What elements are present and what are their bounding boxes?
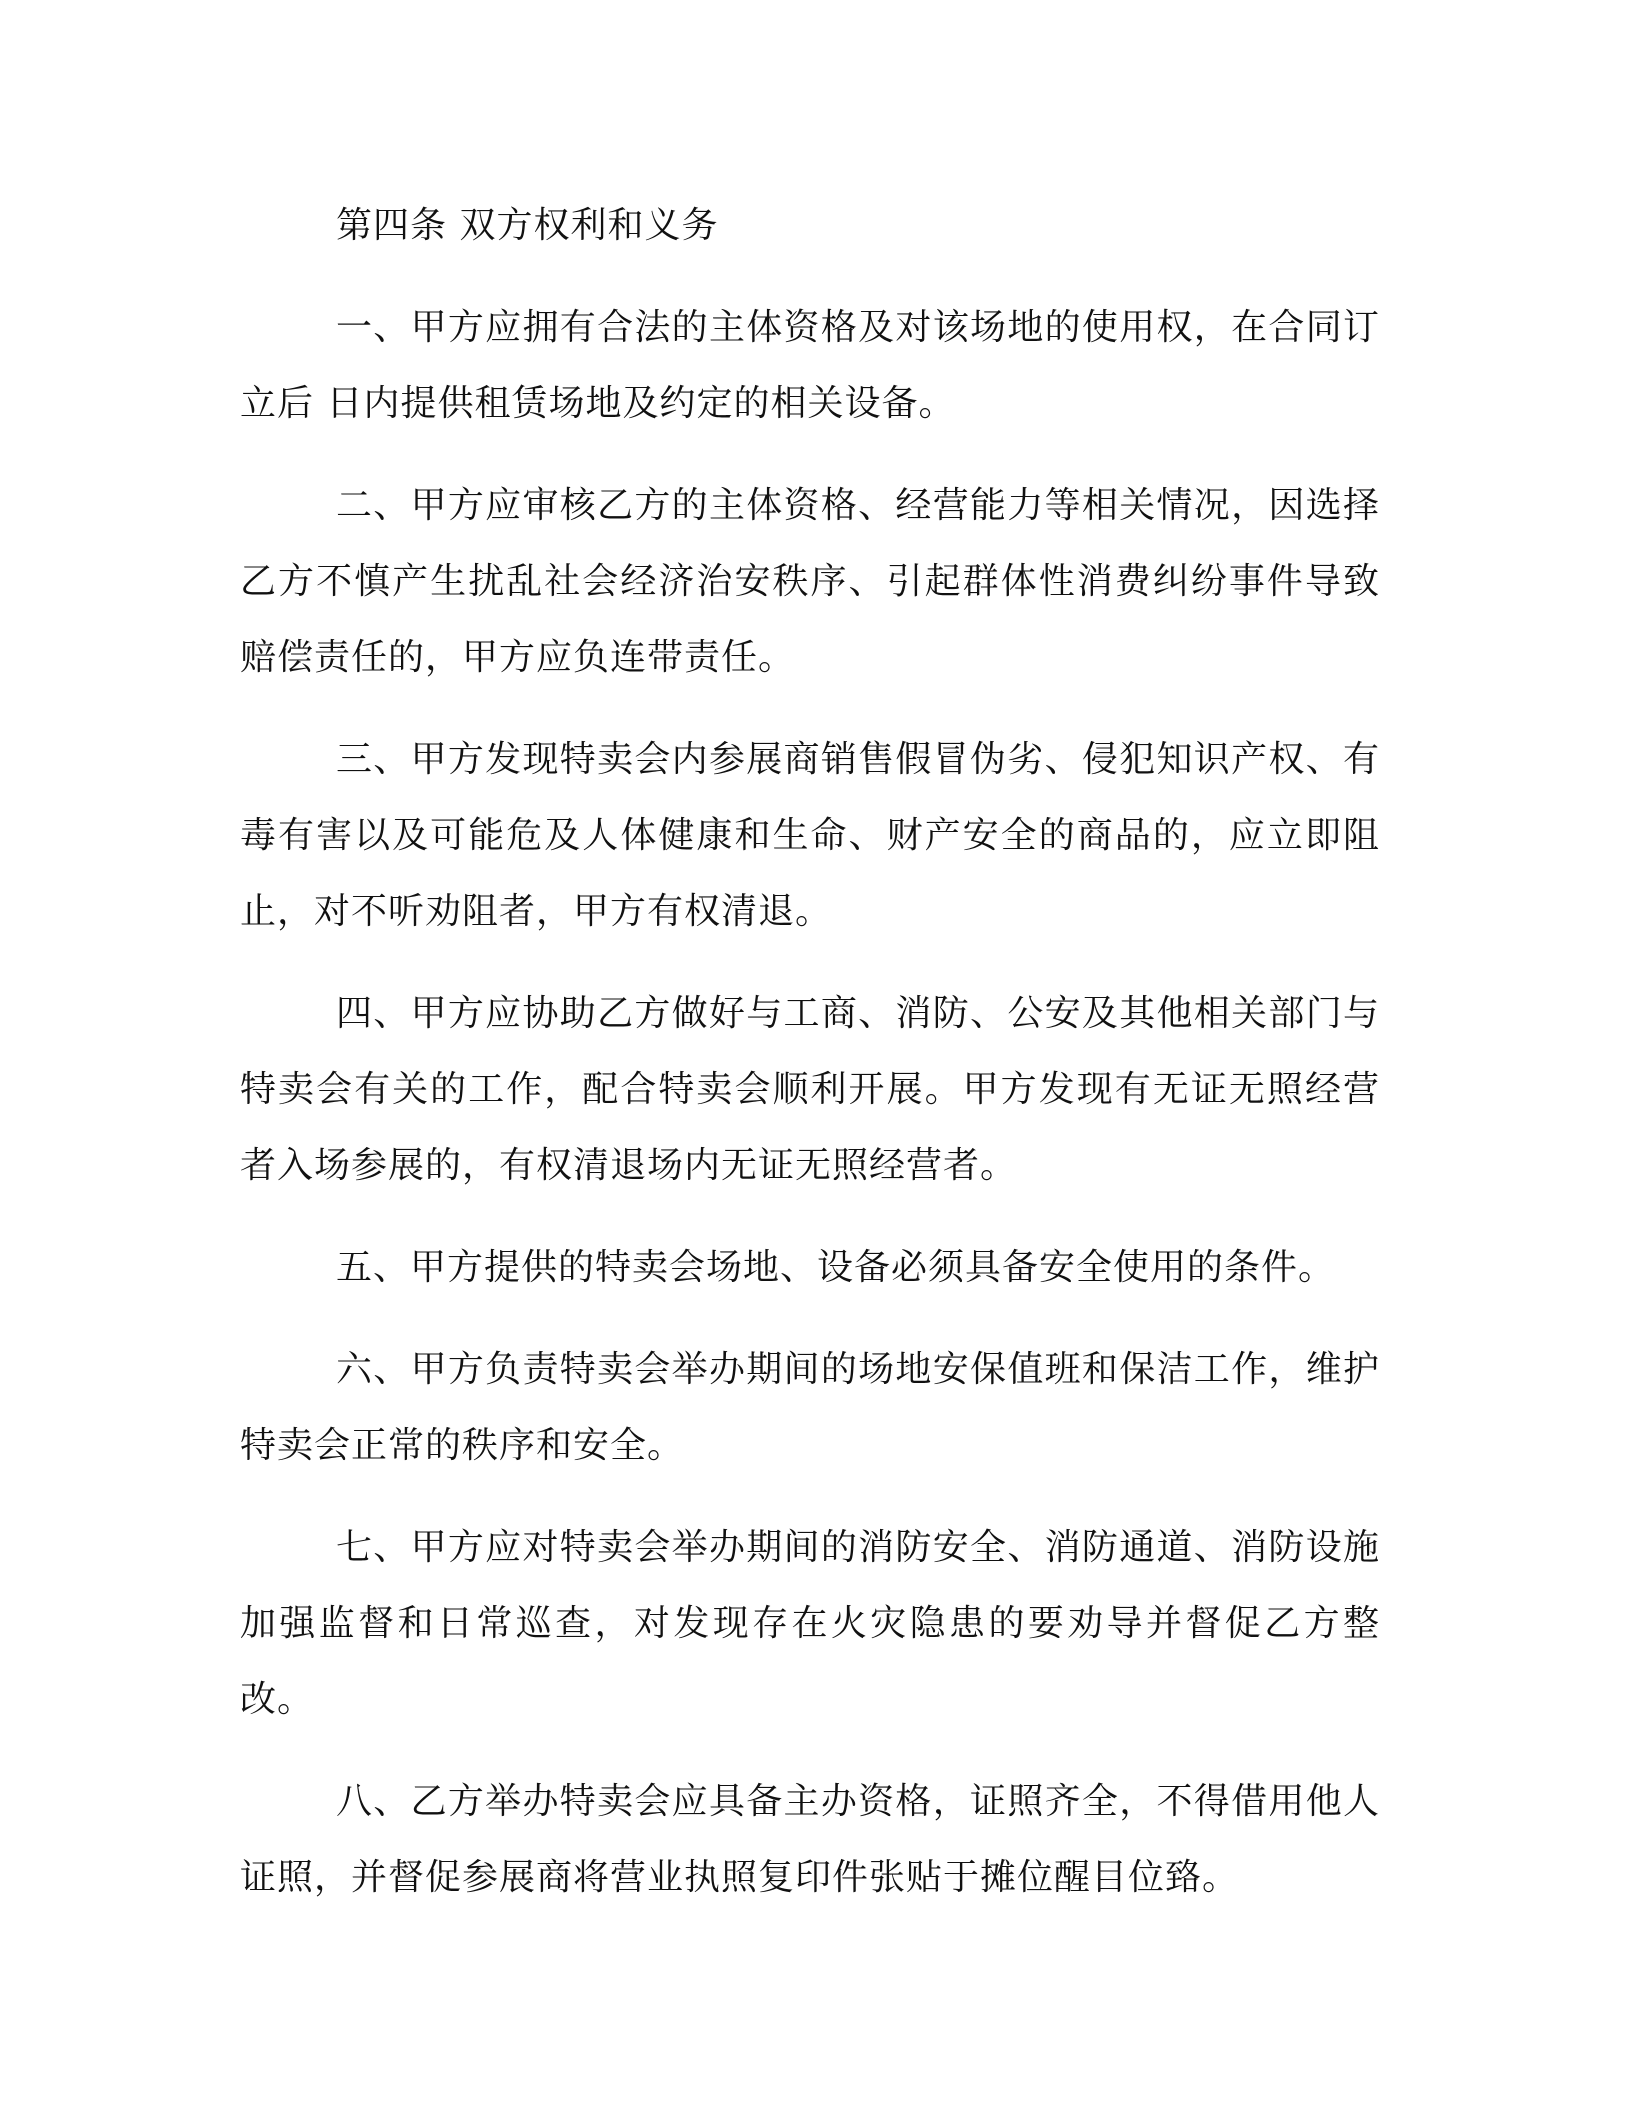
clause-1: 一、甲方应拥有合法的主体资格及对该场地的使用权，在合同订立后 日内提供租赁场地及约定的相关设备。 xyxy=(240,307,1380,424)
clause-6: 六、甲方负责特卖会举办期间的场地安保值班和保洁工作，维护特卖会正常的秩序和安全。 xyxy=(240,1349,1380,1466)
clause-4: 四、甲方应协助乙方做好与工商、消防、公安及其他相关部门与特卖会有关的工作，配合特卖会顺利开展。甲方发现有无证无照经营者入场参展的，有权清退场内无证无照经营者。 xyxy=(240,993,1380,1186)
clause-2: 二、甲方应审核乙方的主体资格、经营能力等相关情况，因选择乙方不慎产生扰乱社会经济治安秩序、引起群体性消费纠纷事件导致赔偿责任的，甲方应负连带责任。 xyxy=(240,485,1380,678)
article-heading: 第四条 双方权利和义务 xyxy=(336,205,719,246)
clause-3: 三、甲方发现特卖会内参展商销售假冒伪劣、侵犯知识产权、有毒有害以及可能危及人体健康和生命、财产安全的商品的，应立即阻止，对不听劝阻者，甲方有权清退。 xyxy=(240,739,1380,932)
clause-5: 五、甲方提供的特卖会场地、设备必须具备安全使用的条件。 xyxy=(336,1247,1336,1288)
document-body xyxy=(240,188,1380,1942)
clause-8: 八、乙方举办特卖会应具备主办资格，证照齐全，不得借用他人证照，并督促参展商将营业执照复印件张贴于摊位醒目位臵。 xyxy=(240,1781,1380,1898)
clause-7: 七、甲方应对特卖会举办期间的消防安全、消防通道、消防设施加强监督和日常巡查，对发现存在火灾隐患的要劝导并督促乙方整改。 xyxy=(240,1527,1380,1720)
